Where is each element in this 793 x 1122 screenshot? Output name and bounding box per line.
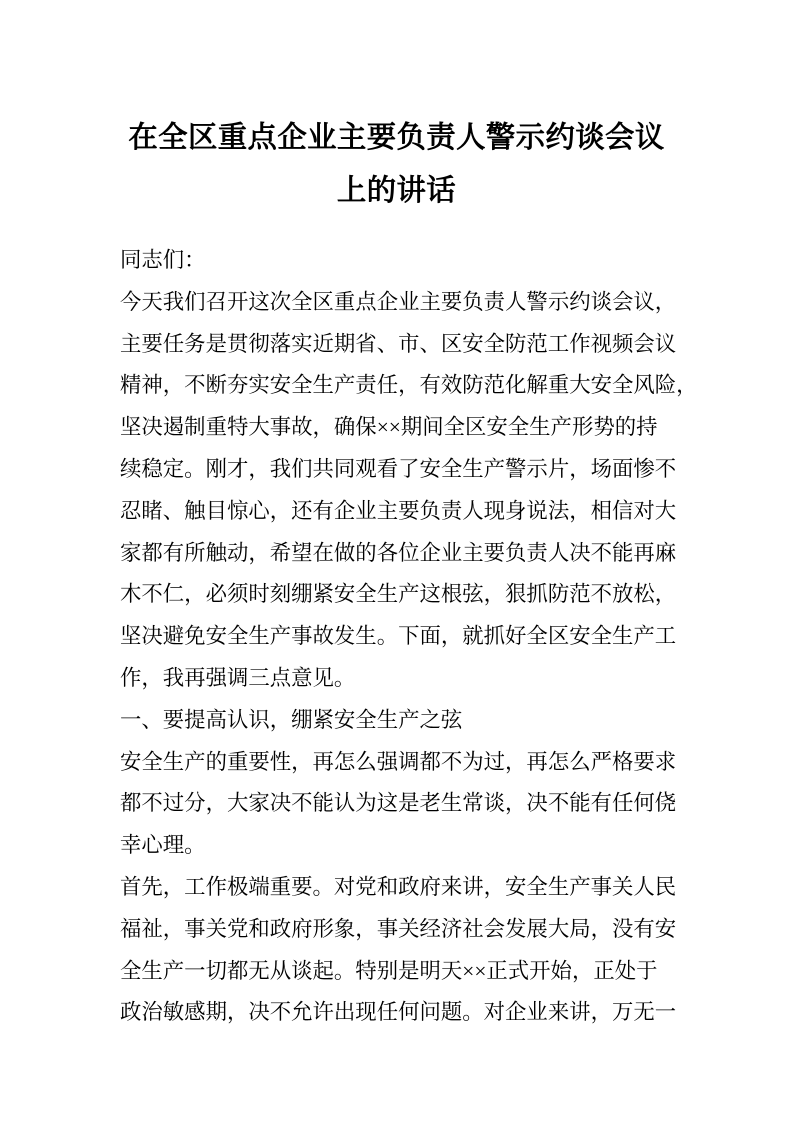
body-line: 幸心理。 (120, 833, 206, 858)
body-line: 主要任务是贯彻落实近期省、市、区安全防范工作视频会议 (120, 331, 677, 356)
body-line: 木不仁，必须时刻绷紧安全生产这根弦，狠抓防范不放松， (120, 582, 677, 607)
title-line: 上的讲话 (336, 175, 457, 207)
body-line: 坚决遏制重特大事故，确保××期间全区安全生产形势的持 (120, 415, 658, 440)
body-line: 全生产一切都无从谈起。特别是明天××正式开始，正处于 (120, 958, 658, 983)
body-line: 续稳定。刚才，我们共同观看了安全生产警示片，场面惨不 (120, 456, 677, 481)
body-line: 坚决避免安全生产事故发生。下面，就抓好全区安全生产工 (120, 624, 677, 649)
body-line: 忍睹、触目惊心，还有企业主要负责人现身说法，相信对大 (120, 498, 677, 523)
document-body (120, 240, 698, 1034)
body-line-section-heading: 一、要提高认识，绷紧安全生产之弦 (120, 707, 463, 732)
body-line: 安全生产的重要性，再怎么强调都不为过，再怎么严格要求 (120, 749, 677, 774)
body-line: 作，我再强调三点意见。 (120, 665, 356, 690)
body-line: 福祉，事关党和政府形象，事关经济社会发展大局，没有安 (120, 916, 677, 941)
body-line: 政治敏感期，决不允许出现任何问题。对企业来讲，万无一 (120, 1000, 677, 1025)
body-line: 家都有所触动，希望在做的各位企业主要负责人决不能再麻 (120, 540, 677, 565)
body-line: 都不过分，大家决不能认为这是老生常谈，决不能有任何侥 (120, 791, 677, 816)
body-line-salutation: 同志们： (120, 248, 206, 272)
body-line: 今天我们召开这次全区重点企业主要负责人警示约谈会议， (120, 289, 677, 314)
body-line: 精神，不断夯实安全生产责任，有效防范化解重大安全风险， (120, 373, 698, 398)
body-line: 首先，工作极端重要。对党和政府来讲，安全生产事关人民 (120, 874, 677, 899)
title-line: 在全区重点企业主要负责人警示约谈会议 (128, 122, 665, 154)
page-title (118, 0, 675, 218)
